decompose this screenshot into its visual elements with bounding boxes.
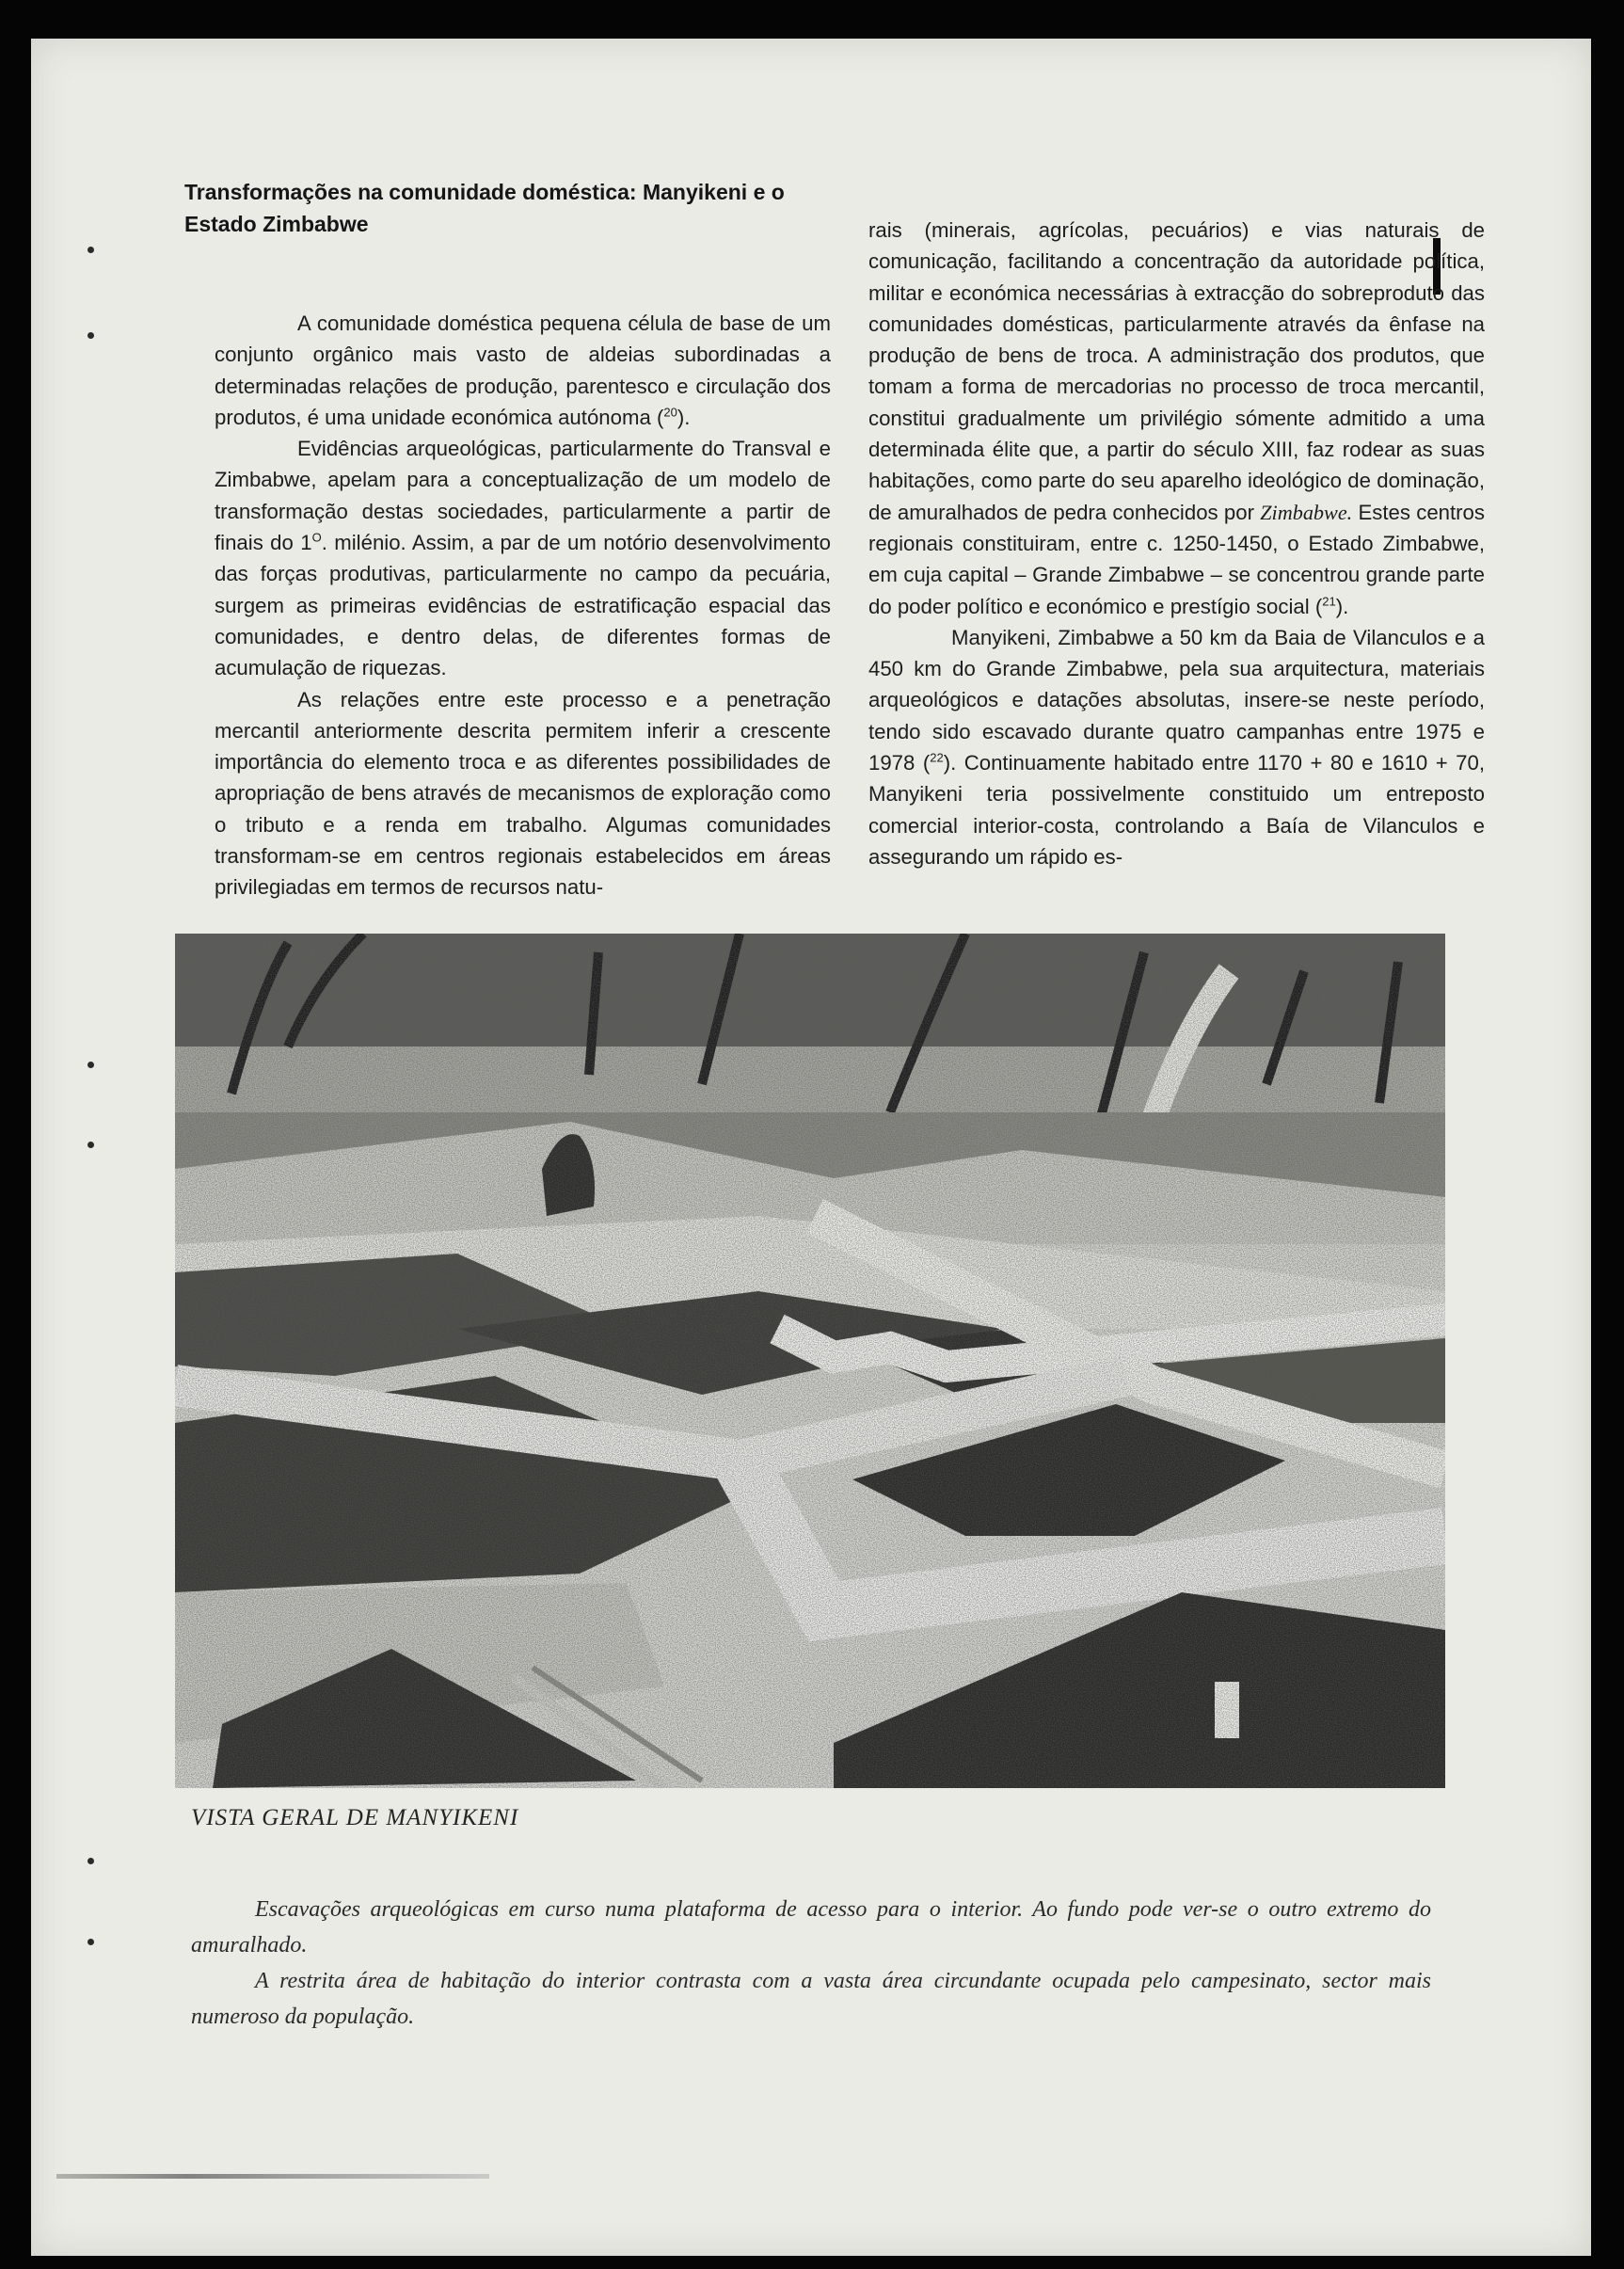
left-paragraph-3: As relações entre este processo e a penetração mercantil anteriormente descrita permitem inferir a crescente importância do elemento troca e as diferentes possibilidades de apropriação de bens através de mecanismos de exploração como o tributo e a renda em trabalho. Algumas comunidades transformam-se em centros regionais estabelecidos em áreas privilegiadas em termos de recursos natu-: [215, 687, 831, 900]
figure-caption-1: Escavações arqueológicas em curso numa plataforma de acesso para o interior. Ao fundo pode ver-se o outro extremo do amuralhado.: [191, 1897, 1431, 1957]
left-text-column: [215, 308, 831, 903]
punch-hole-mark: [88, 1062, 94, 1068]
photo-illustration: [175, 934, 1445, 1788]
punch-hole-mark: [88, 247, 94, 253]
right-paragraph-2: Manyikeni, Zimbabwe a 50 km da Baia de Vilanculos e a 450 km do Grande Zimbabwe, pela sua arquitectura, materiais arqueológicos e datações absolutas, insere-se neste período, tendo sido escavado durante quatro campanhas entre 1975 e 1978 ($^{22}$). Continuamente habitado entre 1170 + 80 e 1610 + 70, Manyikeni teria possivelmente constituido um entreposto comercial interior-costa, controlando a Baía de Vilanculos e assegurando um rápido es-: [868, 625, 1485, 869]
footnote-ref: 21: [1322, 594, 1336, 609]
left-paragraph-2: Evidências arqueológicas, particularmente do Transval e Zimbabwe, apelam para a conceptualização de um modelo de transformação destas sociedades, particularmente a partir de finais do $1^O$. milénio. Assim, a par de um notório desenvolvimento das forças produtivas, particularmente no campo da pecuária, surgem as primeiras evidências de estratificação espacial das comunidades, e dentro delas, de diferentes formas de acumulação de riquezas.: [215, 437, 831, 680]
figure-title: VISTA GERAL DE MANYIKENI: [191, 1805, 519, 1830]
left-paragraph-1: A comunidade doméstica pequena célula de base de um conjunto orgânico mais vasto de aldeias subordinadas a determinadas relações de produção, parentesco e circulação dos produtos, é uma unidade económica autónoma ($^{20}$).: [215, 312, 831, 429]
excavation-photograph: [175, 934, 1445, 1788]
punch-hole-mark: [88, 1142, 94, 1148]
page-bottom-rule: [56, 2174, 489, 2179]
heading-line-1: Transformações na comunidade doméstica: Manyikeni e o: [184, 180, 785, 204]
punch-hole-mark: [88, 1939, 94, 1945]
right-paragraph-1: rais (minerais, agrícolas, pecuários) e vias naturais de comunicação, facilitando a concentração da autoridade política, militar e económica necessárias à extracção do sobreproduto das comunidades domésticas, particularmente através da ênfase na produção de bens de troca. A administração dos produtos, que tomam a forma de mercadorias no processo de troca mercantil, constitui gradualmente um privilégio sómente admitido a uma determinada élite que, a partir do século XIII, faz rodear as suas habitações, como parte do seu aparelho ideológico de dominação, de amuralhados de pedra conhecidos por Zimbabwe. Estes centros regionais constituiram, entre c. 1250-1450, o Estado Zimbabwe, em cuja capital – Grande Zimbabwe – se concentrou grande parte do poder político e económico e prestígio social ($^{21}$).: [868, 218, 1485, 618]
figure-caption-2: A restrita área de habitação do interior contrasta com a vasta área circundante ocupada pelo campesinato, sector mais numeroso da população.: [191, 1969, 1431, 2029]
right-text-column: [868, 215, 1485, 872]
punch-hole-mark: [88, 1858, 94, 1864]
punch-hole-mark: [88, 332, 94, 339]
italic-term: Zimbabwe.: [1260, 500, 1353, 524]
ordinal-superscript: O: [311, 530, 322, 545]
heading-line-2: Estado Zimbabwe: [184, 212, 369, 236]
footnote-ref: 22: [930, 750, 944, 765]
section-heading: [184, 176, 805, 240]
footnote-ref: 20: [663, 405, 677, 420]
